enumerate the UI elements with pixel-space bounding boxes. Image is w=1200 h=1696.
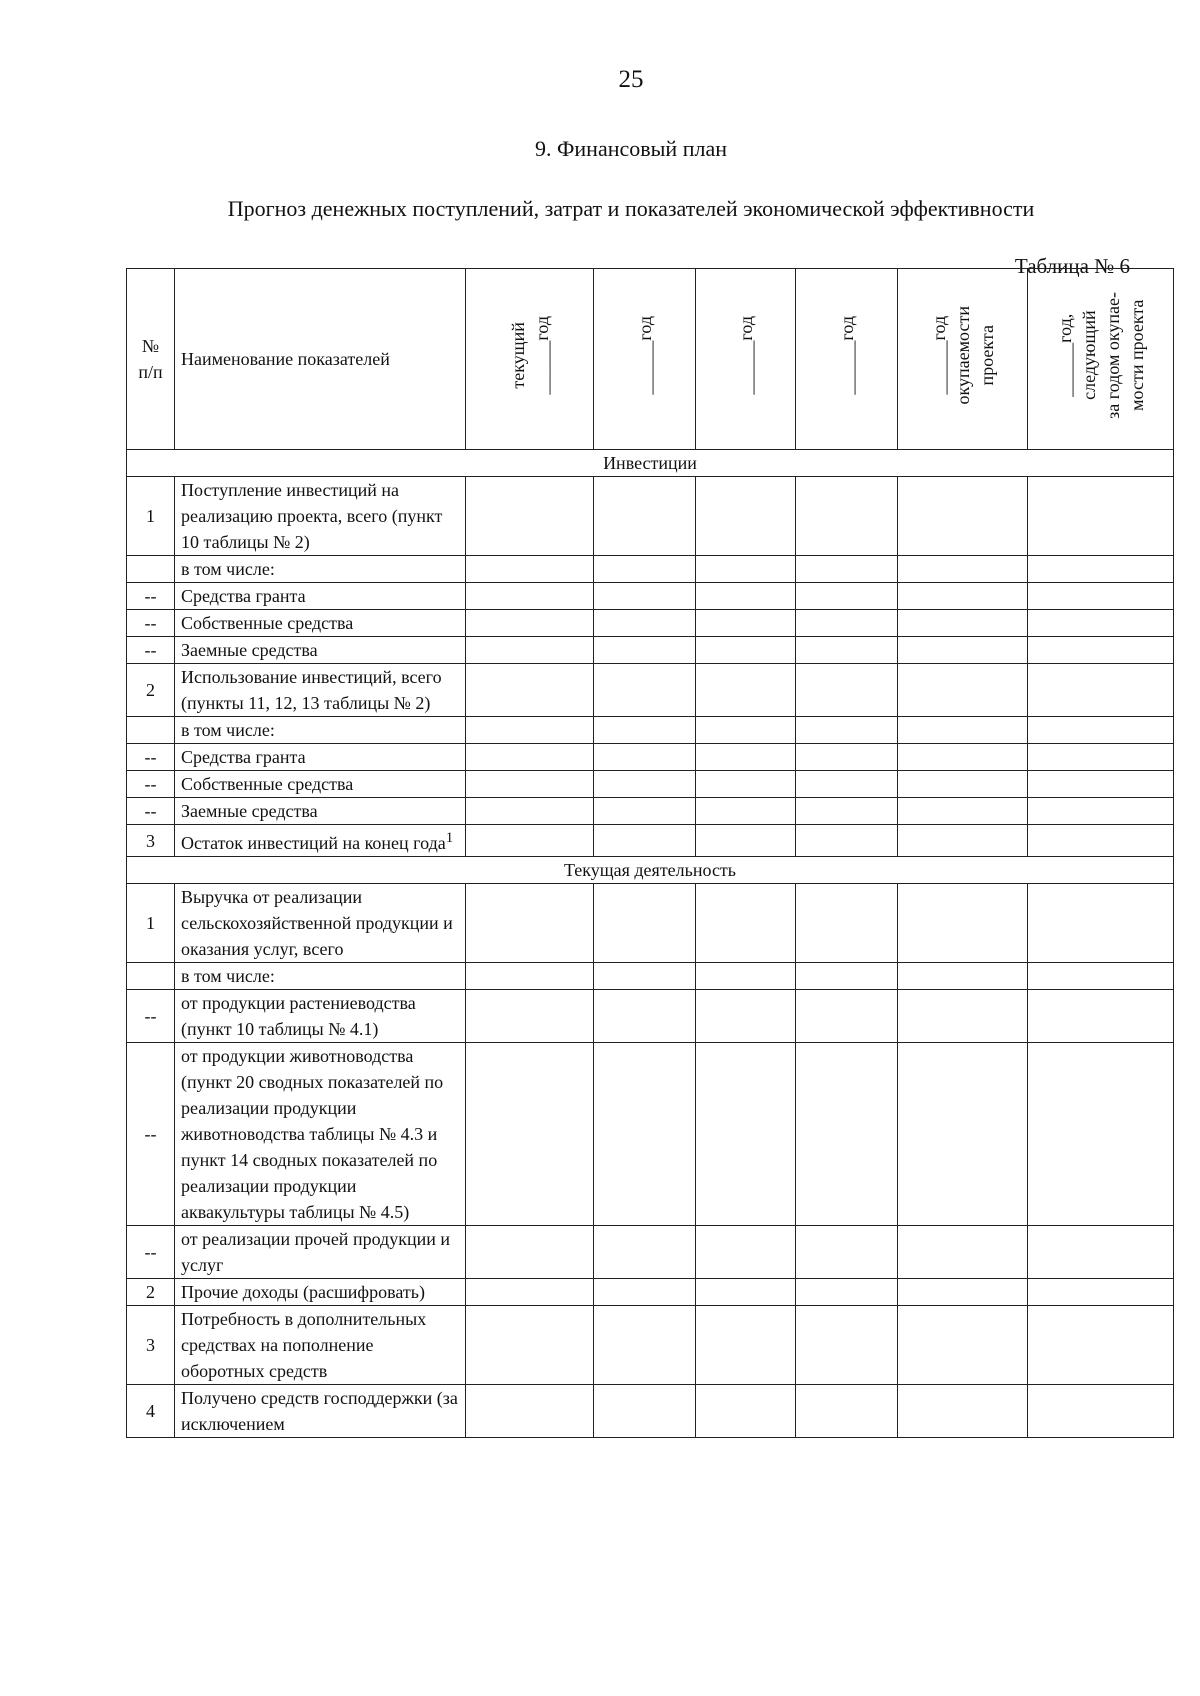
value-cell[interactable] (594, 583, 696, 610)
row-number: -- (127, 990, 175, 1043)
value-cell[interactable] (594, 610, 696, 637)
value-cell[interactable] (696, 744, 796, 771)
value-cell[interactable] (594, 1279, 696, 1306)
section-title-cell: Текущая деятельность (127, 857, 1174, 884)
table-header-row (127, 269, 1174, 450)
page-number: 25 (618, 66, 644, 93)
indicator-name (175, 1279, 466, 1306)
row-number (127, 556, 175, 583)
indicator-name-text: в том числе: (181, 966, 275, 986)
row-number: 2 (127, 664, 175, 717)
value-cell[interactable] (796, 1043, 898, 1226)
value-cell[interactable] (696, 1226, 796, 1279)
value-cell[interactable] (796, 1385, 898, 1438)
section-title: 9. Финансовый план (535, 136, 727, 161)
value-cell[interactable] (898, 884, 1028, 963)
indicator-name (175, 637, 466, 664)
indicator-name-text: Средства гранта (181, 586, 306, 606)
indicator-name-text: от продукции растениеводства (пункт 10 таблицы № 4.1) (181, 993, 416, 1039)
value-cell[interactable] (696, 717, 796, 744)
indicator-name (175, 717, 466, 744)
value-cell[interactable] (796, 556, 898, 583)
value-cell[interactable] (898, 1043, 1028, 1226)
row-number (127, 963, 175, 990)
value-cell[interactable] (898, 990, 1028, 1043)
footnote-marker: 1 (445, 830, 454, 846)
row-number: -- (127, 1043, 175, 1226)
value-cell[interactable] (796, 664, 898, 717)
section-row (127, 450, 1174, 477)
header-year-2: ______год (594, 269, 696, 450)
value-cell[interactable] (1028, 825, 1174, 857)
value-cell[interactable] (594, 477, 696, 556)
value-cell[interactable] (466, 1043, 594, 1226)
value-cell[interactable] (594, 825, 696, 857)
value-cell[interactable] (466, 717, 594, 744)
table-subtitle: Прогноз денежных поступлений, затрат и показателей экономической эффективности (227, 196, 1035, 221)
table-row (127, 1306, 1174, 1385)
indicator-name (175, 1226, 466, 1279)
header-year-current: текущий ______год (466, 269, 594, 450)
indicator-name-text: в том числе: (181, 559, 275, 579)
value-cell[interactable] (1028, 1385, 1174, 1438)
indicator-name-text: от реализации прочей продукции и услуг (181, 1229, 450, 1275)
row-number: 2 (127, 1279, 175, 1306)
value-cell[interactable] (898, 664, 1028, 717)
indicator-name (175, 771, 466, 798)
row-number: 1 (127, 477, 175, 556)
value-cell[interactable] (796, 1226, 898, 1279)
value-cell[interactable] (696, 1043, 796, 1226)
value-cell[interactable] (594, 717, 696, 744)
value-cell[interactable] (594, 963, 696, 990)
row-number (127, 717, 175, 744)
value-cell[interactable] (1028, 637, 1174, 664)
row-number: -- (127, 1226, 175, 1279)
indicator-name (175, 1043, 466, 1226)
table-row (127, 990, 1174, 1043)
section-title-cell: Инвестиции (127, 450, 1174, 477)
row-number: -- (127, 637, 175, 664)
table-row (127, 637, 1174, 664)
value-cell[interactable] (594, 556, 696, 583)
indicator-name-text: от продукции животноводства (пункт 20 сводных показателей по реализации продукции животноводства таблицы № 4.3 и пункт 14 сводных показателей по реализации продукции аквакультуры таблицы № 4.5) (181, 1046, 444, 1222)
indicator-name (175, 1385, 466, 1438)
indicator-name-text: Использование инвестиций, всего (пункты 11, 12, 13 таблицы № 2) (181, 667, 442, 713)
table-row (127, 1279, 1174, 1306)
row-number: -- (127, 771, 175, 798)
value-cell[interactable] (1028, 664, 1174, 717)
indicator-name-text: Потребность в дополнительных средствах на пополнение оборотных средств (181, 1309, 427, 1381)
value-cell[interactable] (696, 1279, 796, 1306)
indicator-name (175, 990, 466, 1043)
value-cell[interactable] (898, 1306, 1028, 1385)
header-year-payback: ______год окупаемости проекта (898, 269, 1028, 450)
table-row (127, 884, 1174, 963)
value-cell[interactable] (466, 1279, 594, 1306)
value-cell[interactable] (1028, 556, 1174, 583)
indicator-name (175, 477, 466, 556)
value-cell[interactable] (1028, 1306, 1174, 1385)
table-row (127, 963, 1174, 990)
header-year-after-payback: ______год, следующий за годом окупае- мости проекта (1028, 269, 1174, 450)
value-cell[interactable] (1028, 583, 1174, 610)
value-cell[interactable] (1028, 610, 1174, 637)
value-cell[interactable] (898, 798, 1028, 825)
indicator-name-text: Средства гранта (181, 747, 306, 767)
value-cell[interactable] (594, 1306, 696, 1385)
value-cell[interactable] (696, 1306, 796, 1385)
table-row (127, 664, 1174, 717)
header-year-4: ______год (796, 269, 898, 450)
table-row (127, 744, 1174, 771)
header-name: Наименование показателей (175, 269, 466, 450)
value-cell[interactable] (898, 610, 1028, 637)
value-cell[interactable] (696, 825, 796, 857)
value-cell[interactable] (796, 990, 898, 1043)
value-cell[interactable] (796, 637, 898, 664)
value-cell[interactable] (898, 825, 1028, 857)
indicator-name (175, 556, 466, 583)
value-cell[interactable] (796, 798, 898, 825)
value-cell[interactable] (796, 583, 898, 610)
indicator-name (175, 583, 466, 610)
value-cell[interactable] (696, 963, 796, 990)
value-cell[interactable] (898, 963, 1028, 990)
value-cell[interactable] (696, 610, 796, 637)
value-cell[interactable] (796, 1306, 898, 1385)
value-cell[interactable] (898, 556, 1028, 583)
value-cell[interactable] (1028, 884, 1174, 963)
indicator-name-text: Собственные средства (181, 774, 354, 794)
value-cell[interactable] (1028, 744, 1174, 771)
value-cell[interactable] (1028, 1279, 1174, 1306)
row-number: -- (127, 583, 175, 610)
value-cell[interactable] (466, 825, 594, 857)
value-cell[interactable] (898, 717, 1028, 744)
row-number: 3 (127, 825, 175, 857)
indicator-name-text: Прочие доходы (расшифровать) (181, 1282, 425, 1302)
value-cell[interactable] (696, 583, 796, 610)
value-cell[interactable] (796, 477, 898, 556)
value-cell[interactable] (466, 771, 594, 798)
table-label: Таблица № 6 (1014, 254, 1130, 278)
indicator-name (175, 664, 466, 717)
value-cell[interactable] (898, 637, 1028, 664)
value-cell[interactable] (466, 798, 594, 825)
value-cell[interactable] (1028, 1226, 1174, 1279)
value-cell[interactable] (594, 664, 696, 717)
value-cell[interactable] (466, 884, 594, 963)
value-cell[interactable] (696, 477, 796, 556)
indicator-name (175, 798, 466, 825)
value-cell[interactable] (594, 744, 696, 771)
value-cell[interactable] (898, 1385, 1028, 1438)
section-row (127, 857, 1174, 884)
value-cell[interactable] (1028, 771, 1174, 798)
value-cell[interactable] (898, 744, 1028, 771)
table-row (127, 825, 1174, 857)
value-cell[interactable] (696, 556, 796, 583)
value-cell[interactable] (466, 990, 594, 1043)
indicator-name (175, 963, 466, 990)
table-row (127, 1043, 1174, 1226)
row-number: 4 (127, 1385, 175, 1438)
indicator-name (175, 744, 466, 771)
value-cell[interactable] (594, 1385, 696, 1438)
value-cell[interactable] (594, 771, 696, 798)
value-cell[interactable] (466, 637, 594, 664)
value-cell[interactable] (466, 583, 594, 610)
value-cell[interactable] (1028, 1043, 1174, 1226)
indicator-name-text: Заемные средства (181, 801, 318, 821)
indicator-name (175, 1306, 466, 1385)
value-cell[interactable] (466, 1226, 594, 1279)
row-number: -- (127, 610, 175, 637)
table-row (127, 556, 1174, 583)
table-row (127, 1226, 1174, 1279)
value-cell[interactable] (696, 1385, 796, 1438)
value-cell[interactable] (898, 771, 1028, 798)
row-number: -- (127, 744, 175, 771)
table-row (127, 771, 1174, 798)
value-cell[interactable] (898, 477, 1028, 556)
table-row (127, 1385, 1174, 1438)
indicator-name-text: в том числе: (181, 720, 275, 740)
value-cell[interactable] (796, 1279, 898, 1306)
value-cell[interactable] (696, 884, 796, 963)
value-cell[interactable] (1028, 963, 1174, 990)
value-cell[interactable] (594, 884, 696, 963)
value-cell[interactable] (696, 637, 796, 664)
value-cell[interactable] (466, 963, 594, 990)
indicator-name-text: Собственные средства (181, 613, 354, 633)
value-cell[interactable] (594, 1043, 696, 1226)
value-cell[interactable] (796, 610, 898, 637)
indicator-name-text: Остаток инвестиций на конец года (181, 833, 446, 853)
value-cell[interactable] (796, 884, 898, 963)
value-cell[interactable] (898, 583, 1028, 610)
table-row (127, 610, 1174, 637)
value-cell[interactable] (696, 990, 796, 1043)
value-cell[interactable] (696, 798, 796, 825)
value-cell[interactable] (594, 798, 696, 825)
value-cell[interactable] (796, 771, 898, 798)
table-body (127, 450, 1174, 1438)
value-cell[interactable] (466, 744, 594, 771)
value-cell[interactable] (466, 1306, 594, 1385)
value-cell[interactable] (1028, 477, 1174, 556)
indicator-name (175, 884, 466, 963)
value-cell[interactable] (1028, 990, 1174, 1043)
header-num: № п/п (127, 269, 175, 450)
value-cell[interactable] (898, 1226, 1028, 1279)
indicator-name-text: Выручка от реализации сельскохозяйственной продукции и оказания услуг, всего (181, 887, 453, 959)
table-row (127, 583, 1174, 610)
value-cell[interactable] (898, 1279, 1028, 1306)
value-cell[interactable] (796, 717, 898, 744)
row-number: 3 (127, 1306, 175, 1385)
value-cell[interactable] (594, 1226, 696, 1279)
value-cell[interactable] (466, 477, 594, 556)
table-row (127, 717, 1174, 744)
indicator-name-text: Получено средств господдержки (за исключением (181, 1388, 458, 1434)
value-cell[interactable] (696, 664, 796, 717)
value-cell[interactable] (1028, 717, 1174, 744)
value-cell[interactable] (796, 744, 898, 771)
indicator-name (175, 825, 466, 857)
value-cell[interactable] (594, 637, 696, 664)
value-cell[interactable] (796, 825, 898, 857)
value-cell[interactable] (1028, 798, 1174, 825)
value-cell[interactable] (466, 556, 594, 583)
table-row (127, 798, 1174, 825)
value-cell[interactable] (796, 963, 898, 990)
table-row (127, 477, 1174, 556)
value-cell[interactable] (466, 610, 594, 637)
header-year-3: ______год (696, 269, 796, 450)
indicator-name-text: Поступление инвестиций на реализацию проекта, всего (пункт 10 таблицы № 2) (181, 480, 443, 552)
indicator-name (175, 610, 466, 637)
row-number: -- (127, 798, 175, 825)
indicator-name-text: Заемные средства (181, 640, 318, 660)
row-number: 1 (127, 884, 175, 963)
value-cell[interactable] (466, 1385, 594, 1438)
value-cell[interactable] (696, 771, 796, 798)
value-cell[interactable] (594, 990, 696, 1043)
financial-plan-table (126, 268, 1174, 1438)
value-cell[interactable] (466, 664, 594, 717)
